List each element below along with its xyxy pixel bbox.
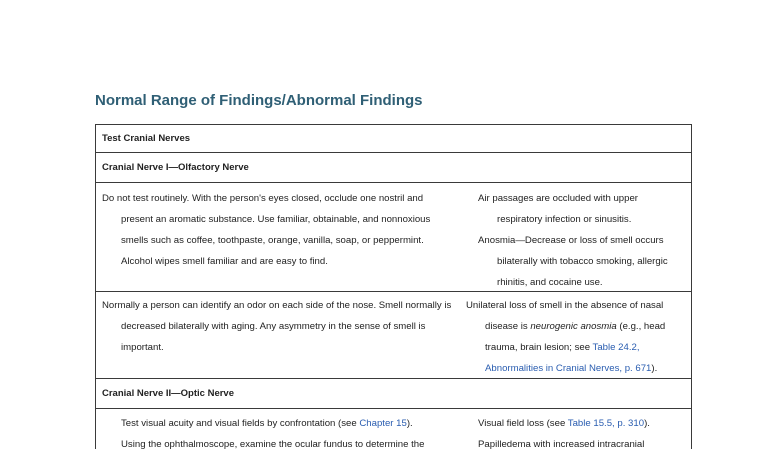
cell-text: Air passages are occluded with upper respiratory infection or sinusitis. — [478, 193, 638, 225]
abnormal-findings-cell — [456, 413, 691, 449]
text-run: ). — [406, 418, 413, 429]
table-header — [96, 125, 691, 153]
text-run: Test visual acuity and visual fields by confrontation (see — [121, 418, 360, 429]
section-heading-optic — [96, 379, 691, 409]
table-row — [96, 183, 691, 292]
normal-findings-cell — [96, 413, 456, 449]
cell-text — [466, 295, 685, 379]
table-reference-link[interactable]: Table 15.5, p. 310 — [567, 418, 645, 429]
text-run: ). — [651, 363, 658, 374]
cell-text — [478, 413, 685, 434]
cell-text: Using the ophthalmoscope, examine the ocular fundus to determine the — [121, 439, 425, 450]
table-reference-link[interactable]: Table 24.2, Abnormalities in Cranial Nerves, p. 671 — [485, 342, 652, 374]
section-label: Cranial Nerve I—Olfactory Nerve — [102, 162, 249, 173]
abnormal-findings-cell — [456, 295, 691, 378]
findings-table — [95, 124, 692, 449]
normal-findings-cell — [96, 188, 456, 291]
section-heading-olfactory — [96, 153, 691, 183]
text-run: ). — [644, 418, 650, 429]
chapter-reference-link[interactable]: Chapter 15 — [359, 418, 407, 429]
table-header-label: Test Cranial Nerves — [102, 133, 191, 144]
cell-text: Normally a person can identify an odor on each side of the nose. Smell normally is decreased bilaterally with aging. Any asymmetry in the sense of smell is important. — [102, 300, 452, 353]
abnormal-findings-cell — [456, 188, 691, 291]
page-title: Normal Range of Findings/Abnormal Findings — [95, 92, 423, 109]
text-run: Visual field loss (see — [478, 418, 568, 429]
cell-text: Anosmia—Decrease or loss of smell occurs bilaterally with tobacco smoking, allergic rhinitis, and cocaine use. — [478, 235, 668, 288]
table-row — [96, 292, 691, 379]
text-run: Unilateral loss of smell in the absence of nasal disease is — [466, 300, 664, 332]
text-run: (e.g., head trauma, brain lesion; see — [485, 321, 666, 353]
cell-text: Papilledema with increased intracranial — [478, 439, 645, 450]
normal-findings-cell — [96, 295, 456, 378]
section-label: Cranial Nerve II—Optic Nerve — [102, 388, 234, 399]
cell-text: Do not test routinely. With the person's eyes closed, occlude one nostril and present an aromatic substance. Use familiar, obtainable, and nonnoxious smells such as coffee, toothpaste, orange, vanilla, soap, or peppermint. Alcohol wipes smell familiar and are easy to find. — [102, 193, 431, 267]
cell-text — [121, 413, 456, 434]
emphasis-term: neurogenic anosmia — [530, 321, 617, 332]
table-row — [96, 409, 691, 449]
